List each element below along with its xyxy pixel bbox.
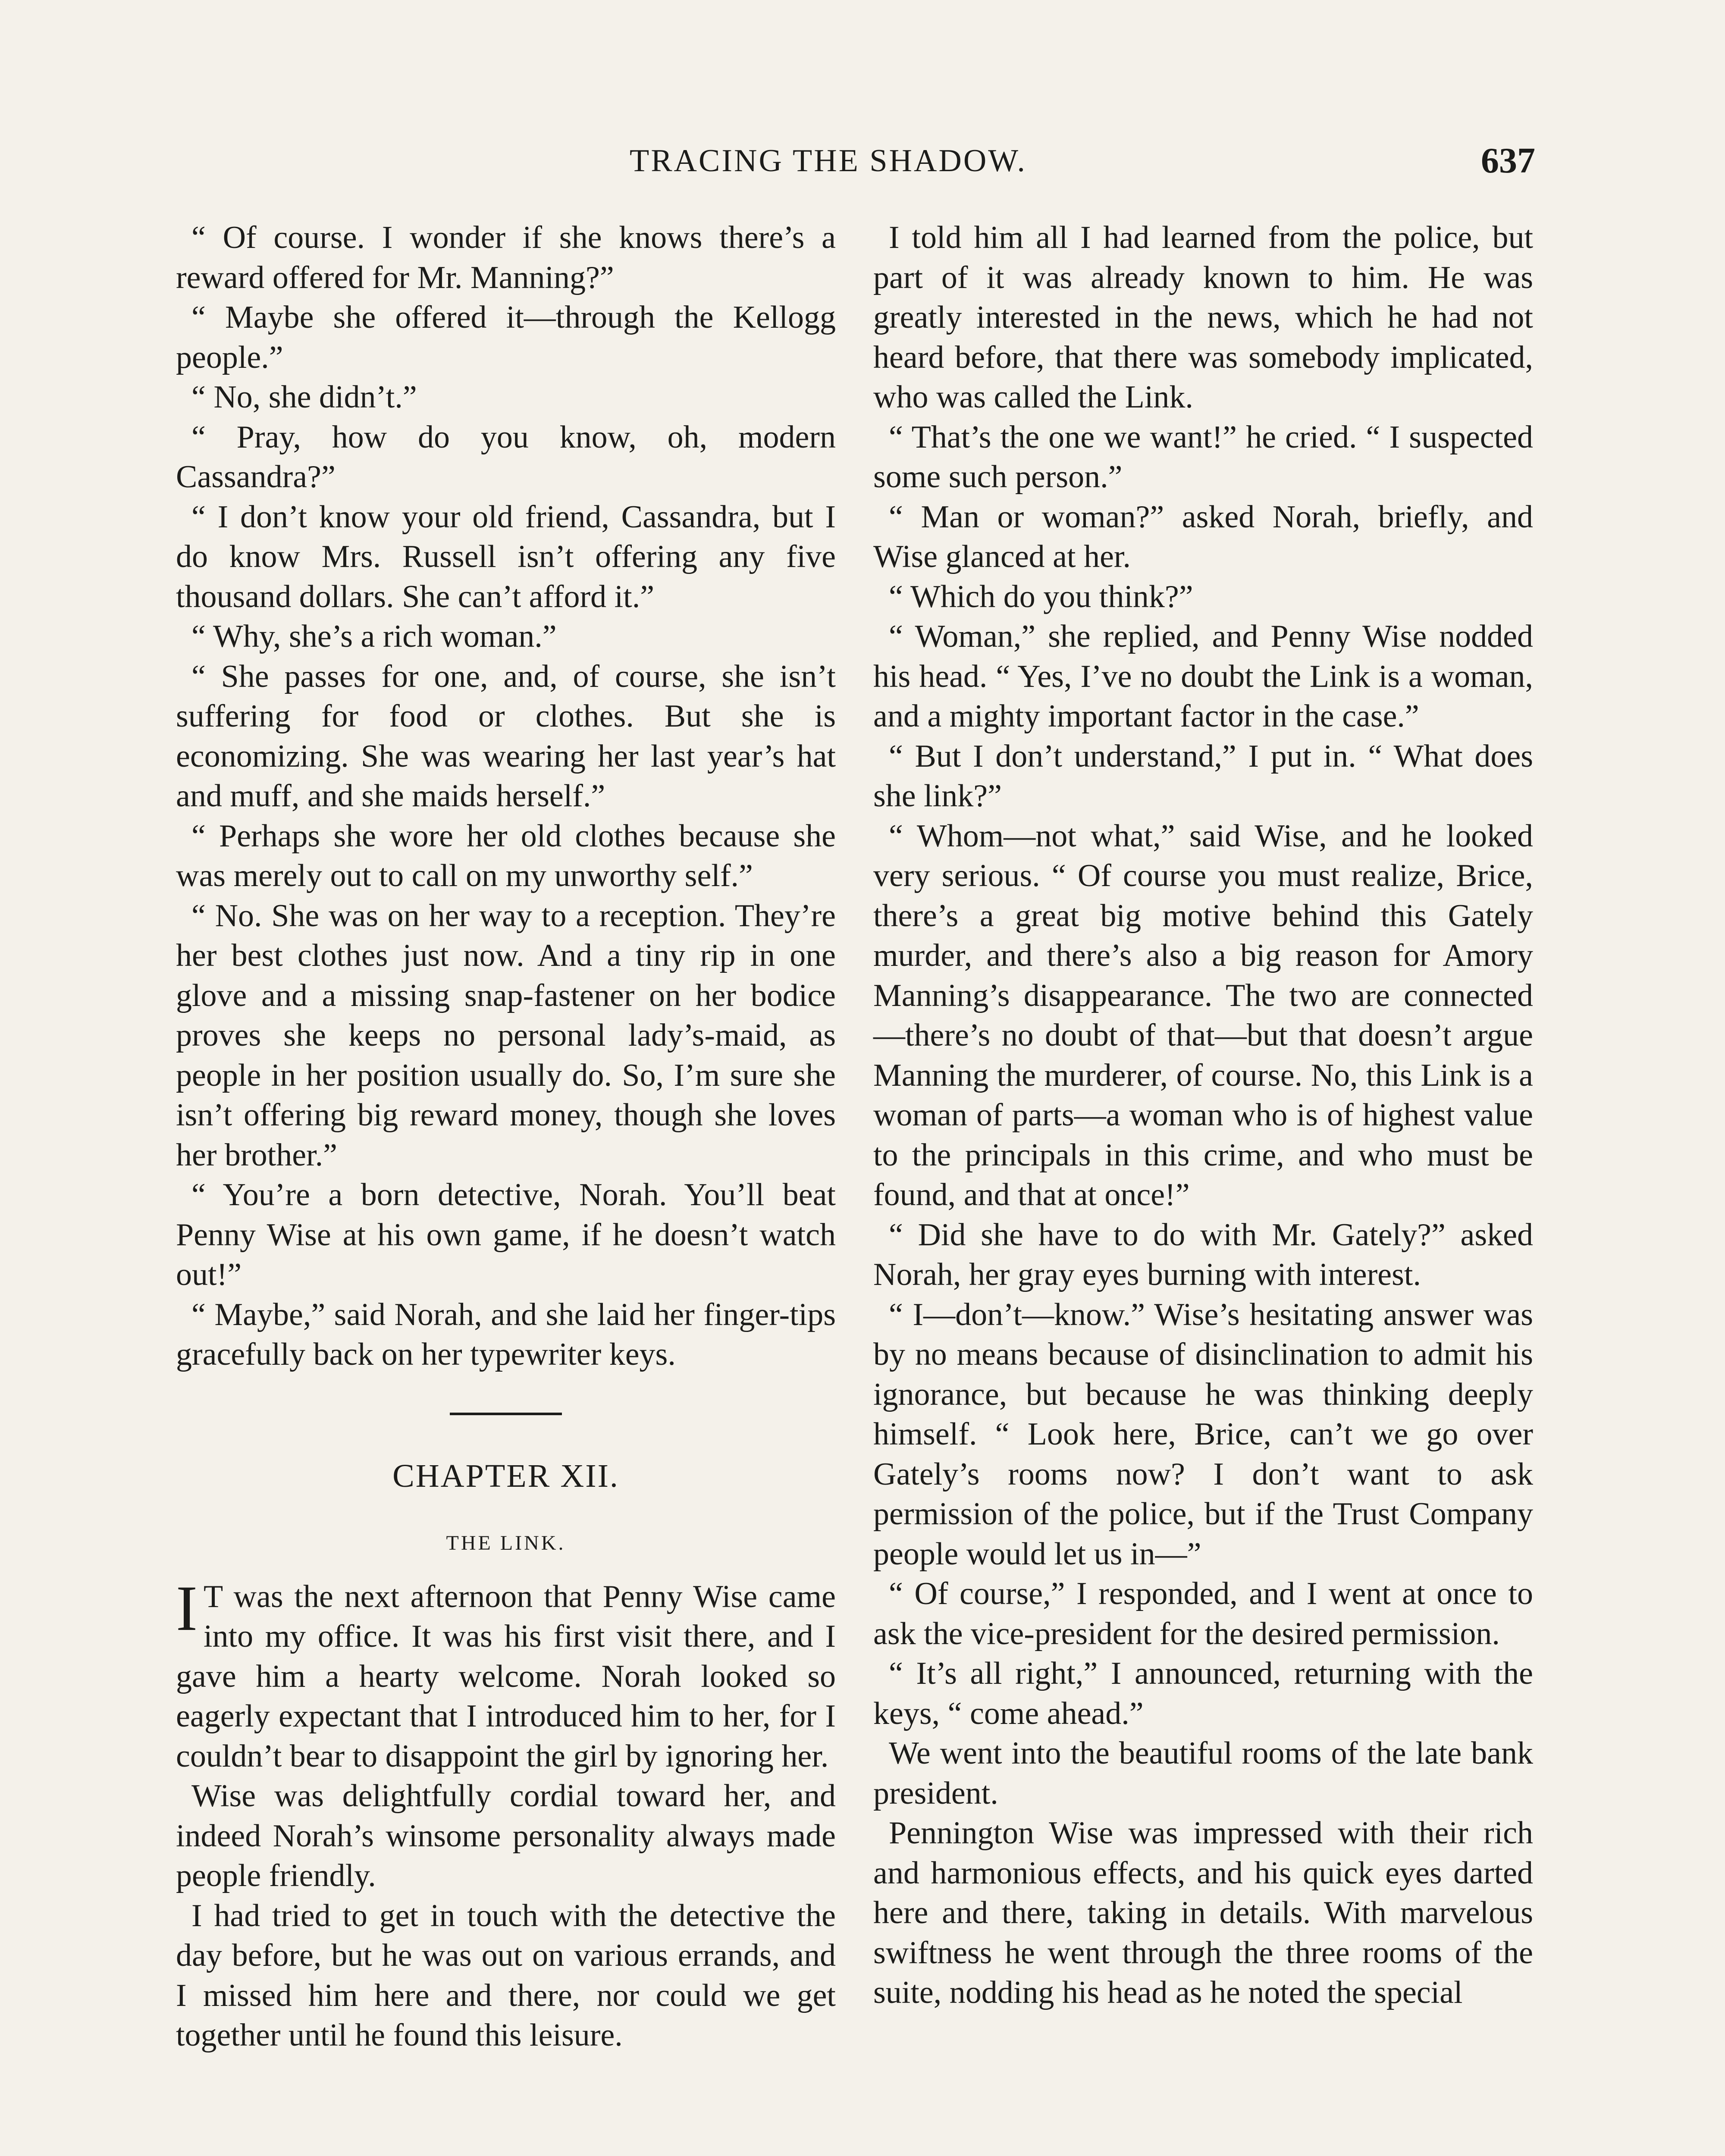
page-number: 637 <box>1481 141 1535 181</box>
paragraph: Wise was delightfully cordial toward her, and indeed Norah’s winsome personality always made people friendly. <box>176 1778 836 1893</box>
paragraph: “ Of course,” I responded, and I went at once to ask the vice-president for the desired permission. <box>873 1576 1533 1651</box>
paragraph: “ You’re a born detective, Norah. You’ll beat Penny Wise at his own game, if he doesn’t watch out!” <box>176 1177 836 1292</box>
paragraph: “ Perhaps she wore her old clothes because she was merely out to call on my unworthy self.” <box>176 818 836 893</box>
paragraph: “ Woman,” she replied, and Penny Wise nodded his head. “ Yes, I’ve no doubt the Link is a woman, and a mighty important factor in the case.” <box>873 619 1533 734</box>
chapter-title: CHAPTER XII. <box>392 1457 619 1494</box>
paragraph: “ Of course. I wonder if she knows there’s a reward offered for Mr. Manning?” <box>176 220 836 295</box>
paragraph: “ She passes for one, and, of course, she isn’t suffering for food or clothes. But she is economizing. She was wearing her last year’s hat and muff, and she maids herself.” <box>176 658 836 814</box>
paragraph: We went into the beautiful rooms of the late bank president. <box>873 1736 1533 1811</box>
paragraph: I had tried to get in touch with the detective the day before, but he was out on various errands, and I missed him here and there, nor could we get together until he found this leisure. <box>176 1898 836 2053</box>
chapter-divider <box>450 1413 562 1415</box>
paragraph: “ Whom—not what,” said Wise, and he looked very serious. “ Of course you must realize, Brice, there’s a great big motive behind this Gately murder, and there’s also a big reason for Amory Manning’s disappearance. The two are connected—there’s no doubt of that—but that doesn’t argue Manning the murderer, of course. No, this Link is a woman of parts—a woman who is of highest value to the principals in this crime, and who must be found, and that at once!” <box>873 818 1533 1213</box>
paragraph: “ It’s all right,” I announced, returning with the keys, “ come ahead.” <box>873 1656 1533 1731</box>
paragraph: “ Which do you think?” <box>889 579 1193 614</box>
running-head <box>0 137 1725 185</box>
paragraph: “ But I don’t understand,” I put in. “ What does she link?” <box>873 738 1533 814</box>
paragraph: “ I don’t know your old friend, Cassandra, but I do know Mrs. Russell isn’t offering any five thousand dollars. She can’t afford it.” <box>176 499 836 614</box>
chapter-opening-text: T was the next afternoon that Penny Wise came into my office. It was his first visit there, and I gave him a hearty welcome. Norah looked so eagerly expectant that I introduced him to her, for I couldn’t bear to disappoint the girl by ignoring her. <box>176 1579 836 1774</box>
left-column <box>176 218 836 2056</box>
paragraph: “ No, she didn’t.” <box>191 379 417 415</box>
paragraph: “ Maybe,” said Norah, and she laid her finger-tips gracefully back on her typewriter keys. <box>176 1297 836 1372</box>
paragraph: “ Maybe she offered it—through the Kellogg people.” <box>176 300 836 375</box>
paragraph: “ Pray, how do you know, oh, modern Cassandra?” <box>176 419 836 495</box>
paragraph: “ No. She was on her way to a reception. They’re her best clothes just now. And a tiny rip in one glove and a missing snap-fastener on her bodice proves she keeps no personal lady’s-maid, as people in her position usually do. So, I’m sure she isn’t offering big reward money, though she loves her brother.” <box>176 898 836 1173</box>
paragraph: “ Man or woman?” asked Norah, briefly, and Wise glanced at her. <box>873 499 1533 574</box>
running-title: TRACING THE SHADOW. <box>630 143 1027 179</box>
right-column <box>873 218 1533 2013</box>
paragraph: “ Did she have to do with Mr. Gately?” asked Norah, her gray eyes burning with interest. <box>873 1217 1533 1292</box>
paragraph: I told him all I had learned from the police, but part of it was already known to him. He was greatly interested in the news, which he had not heard before, that there was somebody implicated, who was called the Link. <box>873 220 1533 415</box>
paragraph: “ That’s the one we want!” he cried. “ I suspected some such person.” <box>873 419 1533 495</box>
chapter-opening-paragraph <box>176 1572 836 1777</box>
paragraph: “ I—don’t—know.” Wise’s hesitating answer was by no means because of disinclination to admit his ignorance, but because he was thinking deeply himself. “ Look here, Brice, can’t we go over Gately’s rooms now? I don’t want to ask permission of the police, but if the Trust Company people would let us in—” <box>873 1297 1533 1572</box>
chapter-subtitle: THE LINK. <box>446 1531 566 1554</box>
drop-cap: I <box>176 1572 198 1644</box>
paragraph: Pennington Wise was impressed with their rich and harmonious effects, and his quick eyes darted here and there, taking in details. With marvelous swiftness he went through the three rooms of the suite, nodding his head as he noted the special <box>873 1815 1533 2010</box>
paragraph: “ Why, she’s a rich woman.” <box>191 619 557 654</box>
